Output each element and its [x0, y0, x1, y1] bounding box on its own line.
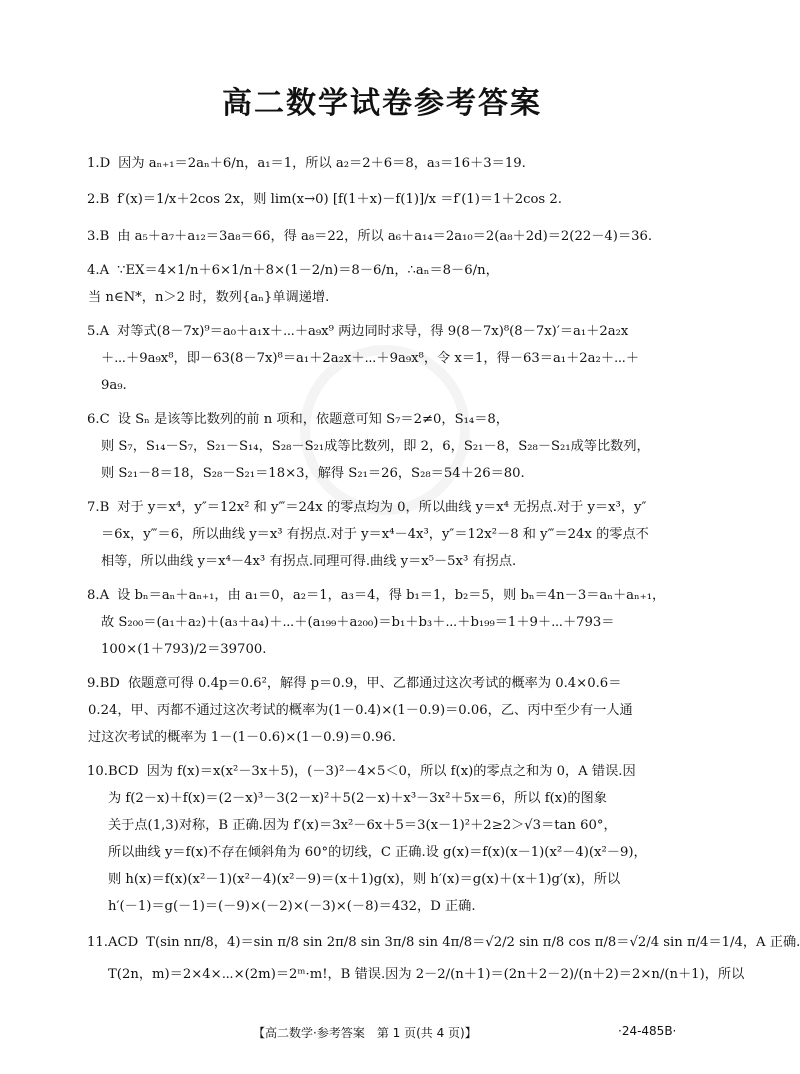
answer-item [88, 150, 698, 177]
answer-number: 6.C [87, 412, 110, 427]
answer-line: 由 a₅＋a₇＋a₁₂＝3a₈＝66，得 a₈＝22，所以 a₆＋a₁₄＝2a₁₀＝2(a₈＋2d)＝2(22－4)＝36. [117, 229, 653, 244]
answer-line: 过这次考试的概率为 1－(1－0.6)×(1－0.9)＝0.96. [88, 730, 396, 745]
answer-line: 设 Sₙ 是该等比数列的前 n 项和，依题意可知 S₇＝2≠0，S₁₄＝8， [117, 412, 509, 427]
answer-line: ＋⋯＋9a₉x⁸，即－63(8－7x)⁸＝a₁＋2a₂x＋⋯＋9a₉x⁸，令 x＝1，得－63＝a₁＋2a₂＋⋯＋ [101, 351, 640, 366]
answer-line: 故 S₂₀₀＝(a₁＋a₂)＋(a₃＋a₄)＋⋯＋(a₁₉₉＋a₂₀₀)＝b₁＋b₃＋⋯＋b₁₉₉＝1＋9＋⋯＋793＝ [101, 615, 615, 630]
answer-number: 8.A [87, 588, 110, 603]
answer-line: 关于点(1,3)对称，B 正确.因为 f′(x)＝3x²－6x＋5＝3(x－1)²＋2≥2＞√3＝tan 60°， [108, 818, 617, 833]
page-title: 高二数学试卷参考答案 [222, 86, 542, 121]
answer-number: 3.B [87, 229, 110, 244]
answer-line: h′(－1)＝g(－1)＝(－9)×(－2)×(－3)×(－8)＝432，D 正确. [108, 899, 476, 914]
answer-item [88, 184, 698, 216]
answer-line: 因为 aₙ₊₁＝2aₙ＋6/n，a₁＝1，所以 a₂＝2＋6＝8，a₃＝16＋3＝19. [118, 156, 526, 171]
footer-code: ·24-485B· [618, 1024, 677, 1038]
answer-line: 相等，所以曲线 y＝x⁴－4x³ 有拐点.同理可得.曲线 y＝x⁵－5x³ 有拐点. [101, 554, 517, 569]
answer-line: 所以曲线 y＝f(x)不存在倾斜角为 60°的切线，C 正确.设 g(x)＝f(x)(x－1)(x²－4)(x²－9)， [108, 845, 647, 860]
answer-line: 则 S₇，S₁₄－S₇，S₂₁－S₁₄，S₂₈－S₂₁成等比数列，即 2，6，S₂₁－8，S₂₈－S₂₁成等比数列， [101, 439, 650, 454]
answer-number: 10.BCD [87, 764, 139, 779]
answer-line: 因为 f(x)＝x(x²－3x＋5)，(－3)²－4×5＜0，所以 f(x)的零点之和为 0，A 错误.因 [146, 764, 636, 779]
answer-line: 对于 y＝x⁴，y″＝12x² 和 y‴＝24x 的零点均为 0，所以曲线 y＝x⁴ 无拐点.对于 y＝x³，y″ [117, 500, 647, 515]
answer-line: T(sin nπ/8，4)＝sin π/8 sin 2π/8 sin 3π/8 sin 4π/8＝√2/2 sin π/8 cos π/8＝√2/4 sin π/4＝1/4，A 正确. [146, 935, 800, 950]
answer-number: 4.A [87, 263, 110, 278]
answer-item [88, 670, 698, 751]
answer-number: 7.B [87, 500, 110, 515]
answer-number: 1.D [87, 156, 111, 171]
answer-item [87, 927, 800, 991]
answer-line: 为 f(2－x)＋f(x)＝(2－x)³－3(2－x)²＋5(2－x)＋x³－3x²＋5x＝6，所以 f(x)的图象 [108, 791, 607, 806]
answer-line: 100×(1＋793)/2＝39700. [101, 642, 267, 657]
answer-item [88, 406, 698, 487]
answer-item [88, 257, 698, 311]
answer-line: 依题意可得 0.4p＝0.6²，解得 p＝0.9，甲、乙都通过这次考试的概率为 0.4×0.6＝ [127, 676, 622, 691]
answer-number: 5.A [87, 324, 110, 339]
answer-number: 2.B [87, 192, 110, 207]
answer-line: ∵EX＝4×1/n＋6×1/n＋8×(1－2/n)＝8－6/n，∴aₙ＝8－6/n， [117, 263, 499, 278]
footer-page-info: 【高二数学·参考答案 第 1 页(共 4 页)】 [253, 1026, 477, 1040]
answer-line: 设 bₙ＝aₙ＋aₙ₊₁，由 a₁＝0，a₂＝1，a₃＝4，得 b₁＝1，b₂＝5，则 bₙ＝4n－3＝aₙ＋aₙ₊₁， [117, 588, 666, 603]
answer-item [88, 318, 698, 399]
answer-line: 则 S₂₁－8＝18，S₂₈－S₂₁＝18×3，解得 S₂₁＝26，S₂₈＝54＋26＝80. [101, 466, 525, 481]
answer-number: 9.BD [87, 676, 120, 691]
answer-line: 对等式(8－7x)⁹＝a₀＋a₁x＋⋯＋a₉x⁹ 两边同时求导，得 9(8－7x)⁸(8－7x)′＝a₁＋2a₂x [117, 324, 629, 339]
answer-list [87, 150, 800, 998]
answer-number: 11.ACD [87, 935, 139, 950]
answer-line: ＝6x，y‴＝6，所以曲线 y＝x³ 有拐点.对于 y＝x⁴－4x³，y″＝12x²－8 和 y‴＝24x 的零点不 [101, 527, 649, 542]
answer-item [88, 223, 698, 250]
answer-line: T(2n，m)＝2×4×⋯×(2m)＝2ᵐ·m!，B 错误.因为 2－2/(n＋1)＝(2n＋2－2)/(n＋2)＝2×n/(n＋1)，所以 [108, 967, 745, 982]
answer-item [88, 494, 698, 575]
answer-item [88, 758, 698, 920]
answer-line: 0.24，甲、丙都不通过这次考试的概率为(1－0.4)×(1－0.9)＝0.06，乙、丙中至少有一人通 [88, 703, 633, 718]
answer-item [88, 582, 698, 663]
answer-line: 则 h(x)＝f(x)(x²－1)(x²－4)(x²－9)＝(x＋1)g(x)，则 h′(x)＝g(x)＋(x＋1)g′(x)，所以 [108, 872, 621, 887]
answer-line: f′(x)＝1/x＋2cos 2x，则 lim(x→0) [f(1＋x)－f(1)]/x ＝f′(1)＝1＋2cos 2. [117, 192, 562, 207]
answer-line: 9a₉. [101, 378, 127, 393]
answer-line: 当 n∈N*，n＞2 时，数列{aₙ}单调递增. [88, 290, 330, 305]
